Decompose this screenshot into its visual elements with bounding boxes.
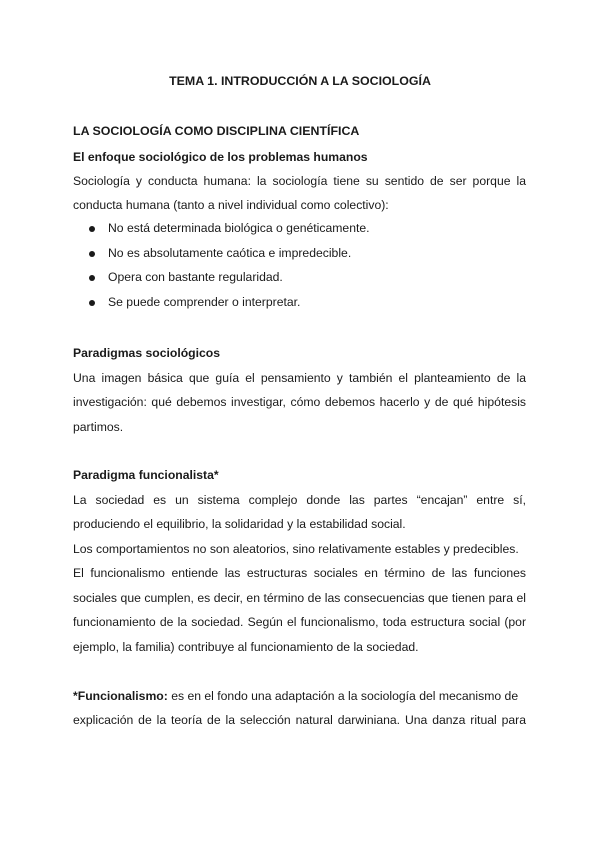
bullet-dot xyxy=(89,226,95,232)
paragraph-line: El funcionalismo entiende las estructuras sociales en término de las funciones xyxy=(73,566,526,580)
subheading-funcionalista: Paradigma funcionalista* xyxy=(73,468,219,482)
note-text: es en el fondo una adaptación a la sociología del mecanismo de xyxy=(167,689,519,703)
note-term: *Funcionalismo: xyxy=(73,689,168,703)
paragraph-line: ejemplo, la familia) contribuye al funcionamiento de la sociedad. xyxy=(73,640,419,654)
note-line xyxy=(73,688,526,704)
bullet-dot xyxy=(89,275,95,281)
paragraph-line: funcionamiento de la sociedad. Según el funcionalismo, toda estructura social (por xyxy=(73,615,526,629)
section-heading: LA SOCIOLOGÍA COMO DISCIPLINA CIENTÍFICA xyxy=(73,124,360,138)
paragraph-line: Sociología y conducta humana: la sociología tiene su sentido de ser porque la xyxy=(73,174,526,188)
list-item: No es absolutamente caótica e impredecible. xyxy=(108,246,352,260)
paragraph-line: partimos. xyxy=(73,420,124,434)
paragraph-line: La sociedad es un sistema complejo donde las partes “encajan” entre sí, xyxy=(73,493,526,507)
subheading-paradigmas: Paradigmas sociológicos xyxy=(73,346,220,360)
paragraph-line: conducta humana (tanto a nivel individual como colectivo): xyxy=(73,198,389,212)
page-title: TEMA 1. INTRODUCCIÓN A LA SOCIOLOGÍA xyxy=(169,74,431,88)
list-item: Opera con bastante regularidad. xyxy=(108,270,283,284)
paragraph-line: Los comportamientos no son aleatorios, sino relativamente estables y predecibles. xyxy=(73,542,519,556)
bullet-dot xyxy=(89,300,95,306)
paragraph-line: explicación de la teoría de la selección natural darwiniana. Una danza ritual para xyxy=(73,713,526,727)
paragraph-line: sociales que cumplen, es decir, en término de las consecuencias que tienen para el xyxy=(73,591,526,605)
paragraph-line: investigación: qué debemos investigar, cómo debemos hacerlo y de qué hipótesis xyxy=(73,395,526,409)
bullet-dot xyxy=(89,251,95,257)
subheading-enfoque: El enfoque sociológico de los problemas humanos xyxy=(73,150,368,164)
paragraph-line: Una imagen básica que guía el pensamiento y también el planteamiento de la xyxy=(73,371,526,385)
list-item: No está determinada biológica o genéticamente. xyxy=(108,221,370,235)
list-item: Se puede comprender o interpretar. xyxy=(108,295,301,309)
paragraph-line: produciendo el equilibrio, la solidaridad y la estabilidad social. xyxy=(73,517,406,531)
